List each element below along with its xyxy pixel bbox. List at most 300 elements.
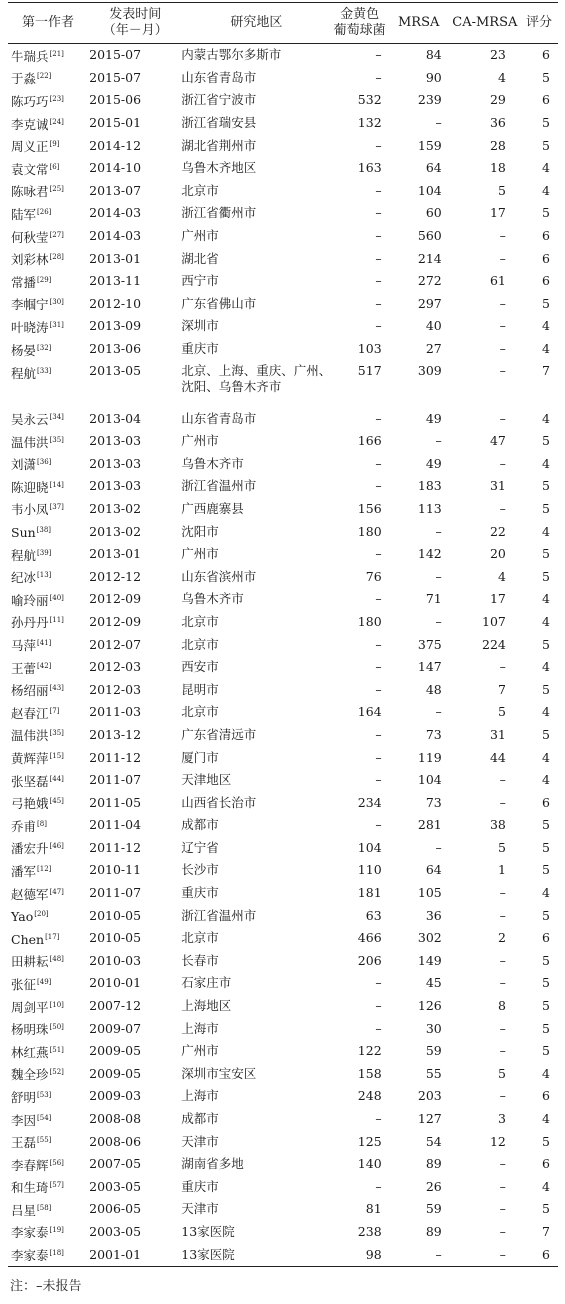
cell-score: 6 (542, 250, 550, 266)
cell-author (8, 225, 85, 248)
author-name: Chen (11, 931, 45, 947)
table-row (8, 315, 558, 338)
author-name: 刘潇 (11, 457, 37, 473)
reference-number: [29] (37, 275, 52, 284)
cell-date: 2013-12 (89, 726, 142, 742)
cell-staph-aureus: 517 (357, 363, 382, 379)
table-row (8, 656, 558, 679)
cell-mrsa: 272 (417, 273, 442, 289)
reference-number: [9] (49, 140, 60, 149)
cell-staph-aureus: – (375, 228, 382, 244)
reference-number: [58] (37, 1203, 52, 1212)
table-row (8, 134, 558, 157)
cell-score: 4 (542, 341, 550, 357)
cell-region: 乌鲁木齐市 (181, 591, 244, 607)
table-row (8, 882, 558, 905)
cell-region: 天津市 (181, 1133, 219, 1149)
table-row (8, 360, 558, 407)
reference-number: [23] (49, 94, 64, 103)
reference-number: [35] (49, 435, 64, 444)
reference-number: [39] (37, 548, 52, 557)
cell-staph-aureus: 234 (357, 794, 382, 810)
cell-region: 重庆市 (181, 885, 219, 901)
header-author: 第一作者 (22, 15, 75, 30)
cell-ca-mrsa: 1 (497, 862, 506, 878)
cell-ca-mrsa: – (499, 295, 506, 311)
cell-mrsa: 27 (425, 341, 442, 357)
cell-ca-mrsa: – (499, 885, 506, 901)
reference-number: [15] (49, 752, 64, 761)
cell-ca-mrsa: 29 (489, 92, 506, 108)
cell-author (8, 746, 85, 769)
cell-author (8, 475, 85, 498)
author-name: Yao (11, 909, 34, 925)
cell-date: 2009-03 (89, 1088, 142, 1104)
cell-score: 5 (542, 295, 550, 311)
author-name: 陆军 (11, 206, 37, 222)
cell-date: 2012-03 (89, 681, 142, 697)
header-score: 评分 (525, 15, 552, 30)
cell-ca-mrsa: – (499, 1201, 506, 1217)
reference-number: [49] (37, 977, 52, 986)
cell-mrsa: 45 (425, 975, 442, 991)
table-row (8, 44, 558, 67)
cell-author (8, 360, 85, 407)
reference-number: [11] (49, 616, 64, 625)
cell-score: 7 (542, 1223, 550, 1239)
cell-score: 4 (542, 523, 550, 539)
cell-date: 2001-01 (89, 1246, 142, 1262)
cell-region: 广东省清远市 (181, 726, 257, 742)
author-name: 周义正 (11, 139, 49, 155)
cell-score: 5 (542, 478, 550, 494)
cell-date: 2011-12 (89, 749, 142, 765)
cell-ca-mrsa: 224 (482, 636, 506, 652)
table-row (8, 1176, 558, 1199)
reference-number: [42] (37, 661, 52, 670)
cell-score: 5 (542, 681, 550, 697)
cell-score: 6 (542, 930, 550, 946)
cell-staph-aureus: 81 (365, 1201, 382, 1217)
cell-author (8, 1221, 85, 1244)
cell-staph-aureus: 110 (357, 862, 382, 878)
cell-staph-aureus: – (375, 591, 382, 607)
table-row (8, 859, 558, 882)
reference-number: [7] (49, 706, 60, 715)
table-row (8, 1198, 558, 1221)
cell-score: 6 (542, 92, 550, 108)
cell-mrsa: 26 (425, 1178, 442, 1194)
cell-score: 5 (542, 975, 550, 991)
cell-author (8, 1017, 85, 1040)
cell-region: 重庆市 (181, 341, 219, 357)
cell-score: 5 (542, 907, 550, 923)
author-name: 赵春江 (11, 705, 49, 721)
cell-author (8, 611, 85, 634)
cell-region: 成都市 (181, 817, 219, 833)
cell-date: 2011-03 (89, 704, 142, 720)
cell-date: 2014-10 (89, 160, 142, 176)
cell-score: 5 (542, 137, 550, 153)
cell-author (8, 972, 85, 995)
cell-region: 天津市 (181, 1201, 219, 1217)
cell-mrsa: 214 (417, 250, 442, 266)
cell-ca-mrsa: 36 (489, 115, 506, 131)
reference-number: [25] (49, 185, 64, 194)
cell-author (8, 859, 85, 882)
cell-staph-aureus: 103 (357, 341, 382, 357)
cell-mrsa: 30 (425, 1020, 442, 1036)
cell-ca-mrsa: 5 (497, 1065, 506, 1081)
table-row (8, 520, 558, 543)
cell-author (8, 453, 85, 476)
cell-ca-mrsa: 38 (489, 817, 506, 833)
cell-author (8, 498, 85, 521)
cell-ca-mrsa: – (499, 363, 506, 379)
reference-number: [36] (37, 458, 52, 467)
cell-date: 2013-03 (89, 455, 142, 471)
reference-number: [13] (37, 571, 52, 580)
author-name: 李春辉 (11, 1157, 49, 1173)
cell-mrsa: 309 (417, 363, 442, 379)
cell-date: 2009-05 (89, 1043, 142, 1059)
cell-region: 广西鹿寨县 (181, 500, 244, 516)
author-name: 黄辉萍 (11, 751, 49, 767)
cell-score: 4 (542, 410, 550, 426)
cell-score: 4 (542, 591, 550, 607)
cell-author (8, 1108, 85, 1131)
cell-mrsa: 64 (425, 862, 442, 878)
reference-number: [47] (49, 887, 64, 896)
table-row (8, 247, 558, 270)
cell-staph-aureus: – (375, 318, 382, 334)
cell-author (8, 1063, 85, 1086)
author-name: 李家泰 (11, 1225, 49, 1241)
cell-ca-mrsa: 28 (489, 137, 506, 153)
author-name: 林红燕 (11, 1044, 49, 1060)
cell-region: 深圳市 (181, 318, 219, 334)
author-name: 杨晏 (11, 342, 37, 358)
table-row (8, 270, 558, 293)
cell-mrsa: 48 (425, 681, 442, 697)
cell-date: 2008-06 (89, 1133, 142, 1149)
cell-mrsa: 104 (417, 182, 442, 198)
author-name: 吕星 (11, 1202, 37, 1218)
cell-date: 2013-11 (89, 273, 142, 289)
cell-region: 西宁市 (181, 273, 219, 289)
cell-date: 2013-05 (89, 363, 142, 379)
cell-region: 上海市 (181, 1088, 219, 1104)
cell-staph-aureus: 125 (357, 1133, 382, 1149)
table-row (8, 498, 558, 521)
cell-date: 2013-02 (89, 523, 142, 539)
author-name: 和生琦 (11, 1180, 49, 1196)
cell-date: 2009-05 (89, 1065, 142, 1081)
header-publish-date (85, 3, 181, 43)
cell-ca-mrsa: – (499, 907, 506, 923)
table-row (8, 814, 558, 837)
author-name: 舒明 (11, 1089, 37, 1105)
author-name: 纪冰 (11, 570, 37, 586)
cell-score: 4 (542, 749, 550, 765)
cell-author (8, 1176, 85, 1199)
cell-author (8, 724, 85, 747)
cell-date: 2011-04 (89, 817, 142, 833)
cell-mrsa: 54 (425, 1133, 442, 1149)
cell-region: 北京市 (181, 182, 219, 198)
cell-region: 厦门市 (181, 749, 219, 765)
table-row (8, 1085, 558, 1108)
cell-date: 2013-04 (89, 410, 142, 426)
cell-mrsa: 36 (425, 907, 442, 923)
cell-author (8, 134, 85, 157)
cell-date: 2013-03 (89, 478, 142, 494)
cell-score: 5 (542, 546, 550, 562)
cell-score: 5 (542, 998, 550, 1014)
table-row (8, 701, 558, 724)
studies-table (8, 3, 558, 1266)
cell-author (8, 882, 85, 905)
author-name: 张坚磊 (11, 773, 49, 789)
cell-ca-mrsa: – (499, 1088, 506, 1104)
cell-mrsa: – (435, 523, 442, 539)
header-sa-line2: 葡萄球菌 (333, 23, 386, 38)
cell-ca-mrsa: – (499, 228, 506, 244)
cell-staph-aureus: – (375, 1111, 382, 1127)
cell-mrsa: 119 (417, 749, 442, 765)
cell-score: 4 (542, 659, 550, 675)
cell-mrsa: 203 (417, 1088, 442, 1104)
cell-date: 2013-01 (89, 250, 142, 266)
cell-ca-mrsa: 5 (497, 182, 506, 198)
cell-region: 广州市 (181, 1043, 219, 1059)
cell-staph-aureus: – (375, 817, 382, 833)
cell-date: 2010-05 (89, 930, 142, 946)
cell-staph-aureus: 206 (357, 952, 382, 968)
table-row (8, 588, 558, 611)
cell-staph-aureus: 181 (357, 885, 382, 901)
cell-mrsa: – (435, 1246, 442, 1262)
cell-score: 6 (542, 1088, 550, 1104)
cell-ca-mrsa: 2 (497, 930, 506, 946)
cell-score: 5 (542, 952, 550, 968)
cell-author (8, 904, 85, 927)
cell-date: 2015-06 (89, 92, 142, 108)
cell-staph-aureus: – (375, 749, 382, 765)
cell-staph-aureus: – (375, 975, 382, 991)
cell-ca-mrsa: 18 (489, 160, 506, 176)
cell-staph-aureus: – (375, 295, 382, 311)
table-row (8, 927, 558, 950)
cell-staph-aureus: 98 (365, 1246, 382, 1262)
cell-ca-mrsa: – (499, 341, 506, 357)
author-name: 李家泰 (11, 1248, 49, 1264)
author-name: 喻玲丽 (11, 592, 49, 608)
cell-region: 山东省青岛市 (181, 69, 257, 85)
cell-ca-mrsa: 8 (497, 998, 506, 1014)
cell-score: 5 (542, 500, 550, 516)
cell-ca-mrsa: – (499, 794, 506, 810)
cell-date: 2012-03 (89, 659, 142, 675)
cell-mrsa: – (435, 115, 442, 131)
cell-region: 广州市 (181, 433, 219, 449)
cell-staph-aureus: 76 (365, 568, 382, 584)
cell-author (8, 202, 85, 225)
cell-score: 5 (542, 115, 550, 131)
table-row (8, 791, 558, 814)
table-row (8, 180, 558, 203)
cell-staph-aureus: – (375, 47, 382, 63)
cell-ca-mrsa: – (499, 952, 506, 968)
cell-mrsa: 113 (417, 500, 442, 516)
table-row (8, 633, 558, 656)
cell-ca-mrsa: – (499, 1020, 506, 1036)
table-row (8, 769, 558, 792)
table-row (8, 453, 558, 476)
cell-ca-mrsa: 4 (497, 69, 506, 85)
cell-score: 5 (542, 1043, 550, 1059)
table-row (8, 724, 558, 747)
cell-region: 浙江省衢州市 (181, 205, 257, 221)
cell-ca-mrsa: – (499, 659, 506, 675)
cell-ca-mrsa: – (499, 1246, 506, 1262)
cell-author (8, 67, 85, 90)
cell-author (8, 180, 85, 203)
cell-mrsa: 105 (417, 885, 442, 901)
cell-staph-aureus: – (375, 273, 382, 289)
cell-ca-mrsa: – (499, 250, 506, 266)
cell-mrsa: 89 (425, 1156, 442, 1172)
cell-region: 山东省滨州市 (181, 568, 257, 584)
cell-region: 深圳市宝安区 (181, 1065, 257, 1081)
cell-ca-mrsa: 22 (489, 523, 506, 539)
cell-region: 山东省青岛市 (181, 410, 257, 426)
cell-date: 2010-03 (89, 952, 142, 968)
cell-ca-mrsa: – (499, 1156, 506, 1172)
author-name: 张征 (11, 976, 37, 992)
author-name: 杨绍丽 (11, 683, 49, 699)
cell-staph-aureus: – (375, 998, 382, 1014)
author-name: 赵德军 (11, 886, 49, 902)
cell-date: 2013-03 (89, 433, 142, 449)
cell-score: 4 (542, 613, 550, 629)
cell-author (8, 1130, 85, 1153)
cell-ca-mrsa: 107 (482, 613, 506, 629)
table-row (8, 112, 558, 135)
cell-author (8, 1085, 85, 1108)
table-row (8, 950, 558, 973)
reference-number: [40] (49, 593, 64, 602)
table-row (8, 1221, 558, 1244)
author-name: 孙丹丹 (11, 615, 49, 631)
cell-ca-mrsa: – (499, 318, 506, 334)
author-name: Sun (11, 525, 36, 541)
author-name: 牛瑞兵 (11, 48, 49, 64)
cell-ca-mrsa: 5 (497, 839, 506, 855)
cell-score: 6 (542, 1246, 550, 1262)
cell-date: 2012-09 (89, 613, 142, 629)
author-name: 陈咏君 (11, 184, 49, 200)
cell-date: 2011-05 (89, 794, 142, 810)
cell-score: 6 (542, 273, 550, 289)
cell-mrsa: 64 (425, 160, 442, 176)
reference-number: [43] (49, 684, 64, 693)
reference-number: [32] (37, 343, 52, 352)
cell-author (8, 44, 85, 67)
cell-ca-mrsa: 31 (489, 726, 506, 742)
author-name: 杨明珠 (11, 1022, 49, 1038)
cell-author (8, 293, 85, 316)
table-row (8, 565, 558, 588)
cell-staph-aureus: 104 (357, 839, 382, 855)
cell-ca-mrsa: – (499, 772, 506, 788)
cell-score: 5 (542, 862, 550, 878)
reference-number: [56] (49, 1158, 64, 1167)
table-row (8, 475, 558, 498)
author-name: 陈巧巧 (11, 93, 49, 109)
table-row (8, 1153, 558, 1176)
cell-mrsa: 126 (417, 998, 442, 1014)
cell-ca-mrsa: – (499, 1043, 506, 1059)
cell-author (8, 1198, 85, 1221)
table-row (8, 543, 558, 566)
cell-mrsa: – (435, 568, 442, 584)
cell-score: 4 (542, 318, 550, 334)
cell-score: 5 (542, 69, 550, 85)
cell-score: 5 (542, 636, 550, 652)
cell-score: 5 (542, 1020, 550, 1036)
author-name: 袁文常 (11, 161, 49, 177)
cell-ca-mrsa: 61 (489, 273, 506, 289)
reference-number: [14] (49, 480, 64, 489)
cell-author (8, 315, 85, 338)
author-name: 李因 (11, 1112, 37, 1128)
table-row (8, 1130, 558, 1153)
cell-ca-mrsa: – (499, 500, 506, 516)
table-row (8, 157, 558, 180)
cell-date: 2015-07 (89, 69, 142, 85)
cell-score: 4 (542, 1178, 550, 1194)
cell-ca-mrsa: 44 (489, 749, 506, 765)
cell-mrsa: 159 (417, 137, 442, 153)
cell-author (8, 927, 85, 950)
table-row (8, 837, 558, 860)
cell-score: 4 (542, 1111, 550, 1127)
author-name: 李克诚 (11, 116, 49, 132)
table-row (8, 430, 558, 453)
reference-number: [33] (37, 367, 52, 376)
cell-region: 浙江省温州市 (181, 478, 257, 494)
reference-number: [21] (49, 49, 64, 58)
reference-number: [6] (49, 162, 60, 171)
reference-number: [20] (34, 910, 49, 919)
cell-date: 2003-05 (89, 1223, 142, 1239)
cell-date: 2015-01 (89, 115, 142, 131)
reference-number: [48] (49, 955, 64, 964)
cell-author (8, 247, 85, 270)
cell-region: 北京、上海、重庆、广州、沈阳、乌鲁木齐市 (181, 363, 332, 395)
author-name: 马萍 (11, 638, 37, 654)
cell-author (8, 678, 85, 701)
cell-mrsa: – (435, 704, 442, 720)
cell-staph-aureus: – (375, 681, 382, 697)
cell-date: 2013-06 (89, 341, 142, 357)
cell-staph-aureus: 180 (357, 613, 382, 629)
reference-number: [31] (49, 320, 64, 329)
cell-ca-mrsa: 20 (489, 546, 506, 562)
cell-region: 沈阳市 (181, 523, 219, 539)
cell-date: 2014-03 (89, 205, 142, 221)
